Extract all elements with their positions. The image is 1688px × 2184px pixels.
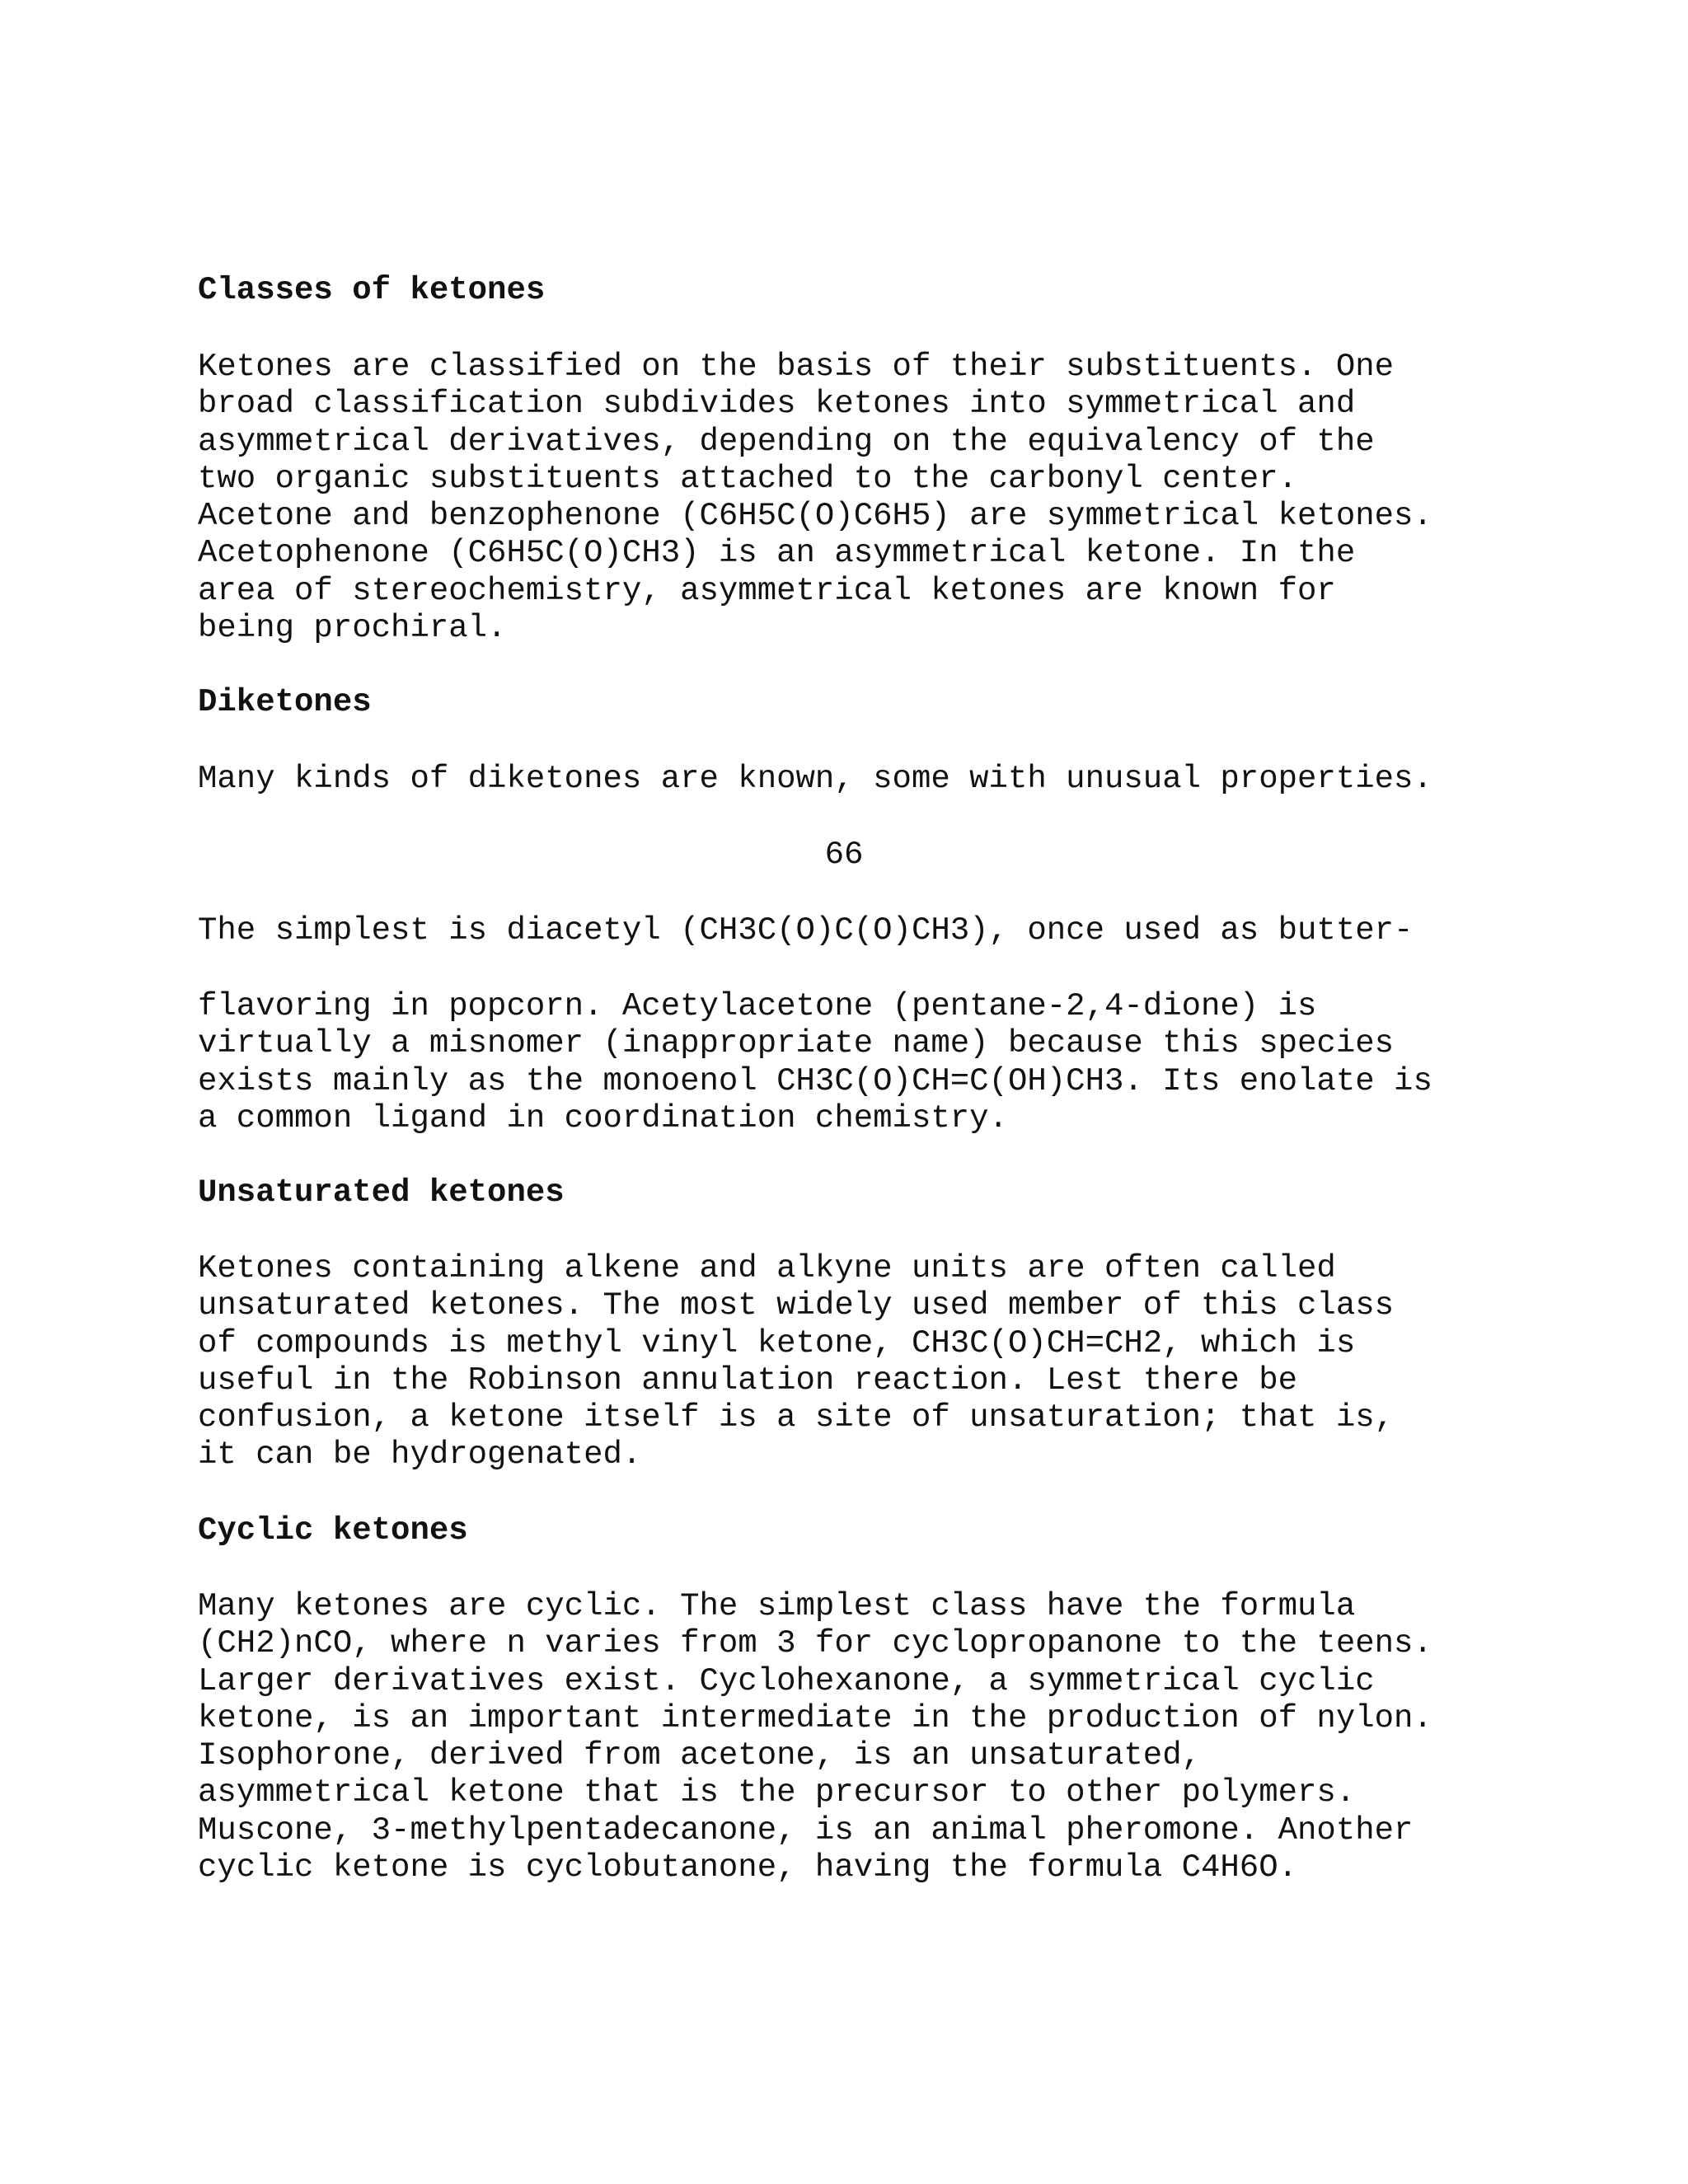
page-number: 66 (824, 837, 864, 873)
paragraph-diacetyl-continued: flavoring in popcorn. Acetylacetone (pentane-2,4-dione) is virtually a misnomer (inappropriate name) because this species exists mainly as the monoenol CH3C(O)CH=C(OH)CH3. Its enolate is a common ligand in coordination chemistry. (198, 988, 1432, 1137)
paragraph-cyclic-ketones: Many ketones are cyclic. The simplest class have the formula (CH2)nCO, where n varies from 3 for cyclopropanone to the teens. Larger derivatives exist. Cyclohexanone, a symmetrical cyclic ketone, is an important intermediate in the production of nylon. Isophorone, derived from acetone, is an unsaturated, asymmetrical ketone that is the precursor to other polymers. Muscone, 3-methylpentadecanone, is an animal pheromone. Another cyclic ketone is cyclobutanone, having the formula C4H6O. (198, 1588, 1432, 1886)
heading-diketones: Diketones (198, 684, 372, 720)
paragraph-diketones: Many kinds of diketones are known, some with unusual properties. (198, 761, 1432, 797)
heading-classes-of-ketones: Classes of ketones (198, 272, 546, 308)
paragraph-classes-of-ketones: Ketones are classified on the basis of their substituents. One broad classification subdivides ketones into symmetrical and asymmetrical derivatives, depending on the equivalency of the two organic substituents attached to the carbonyl center. Acetone and benzophenone (C6H5C(O)C6H5) are symmetrical ketones. Acetophenone (C6H5C(O)CH3) is an asymmetrical ketone. In the area of stereochemistry, asymmetrical ketones are known for being prochiral. (198, 349, 1432, 647)
heading-cyclic-ketones: Cyclic ketones (198, 1512, 468, 1549)
heading-unsaturated-ketones: Unsaturated ketones (198, 1174, 565, 1211)
paragraph-unsaturated-ketones: Ketones containing alkene and alkyne units are often called unsaturated ketones. The most widely used member of this class of compounds is methyl vinyl ketone, CH3C(O)CH=CH2, which is useful in the Robinson annulation reaction. Lest there be confusion, a ketone itself is a site of unsaturation; that is, it can be hydrogenated. (198, 1250, 1395, 1474)
paragraph-diacetyl-first-line: The simplest is diacetyl (CH3C(O)C(O)CH3), once used as butter- (198, 912, 1414, 949)
